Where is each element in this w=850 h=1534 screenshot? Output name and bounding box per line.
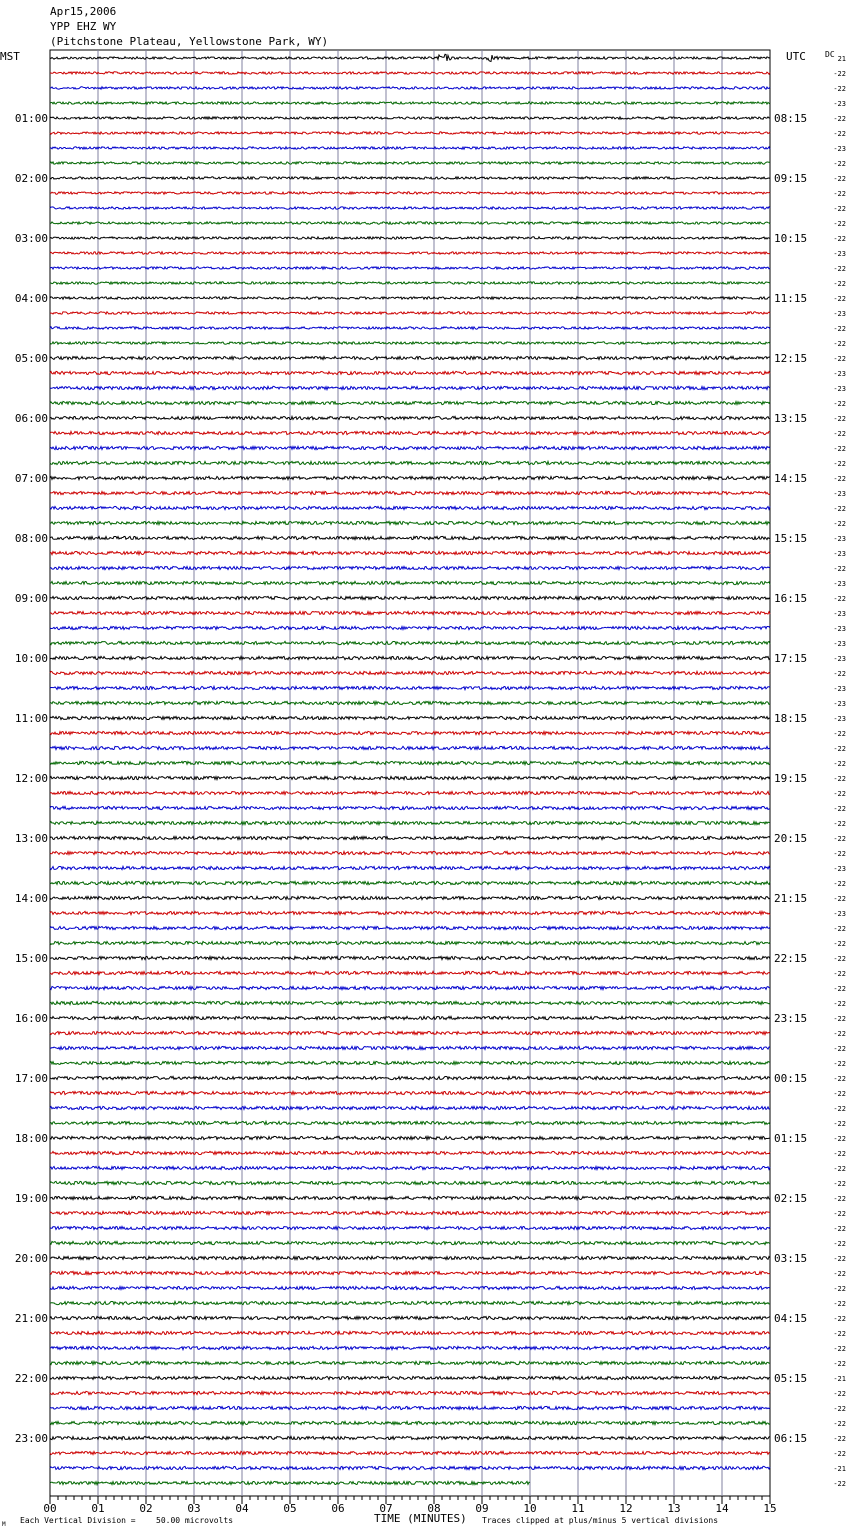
mst-hour-label: 07:00 xyxy=(14,472,48,485)
trace-line xyxy=(50,102,770,104)
dc-offset-label: -22 xyxy=(833,1450,846,1458)
dc-offset-label: -22 xyxy=(833,835,846,843)
trace-line xyxy=(50,1181,770,1184)
trace-line xyxy=(50,656,770,659)
mst-hour-label: 15:00 xyxy=(14,952,48,965)
trace-line xyxy=(50,536,770,539)
dc-offset-label: -22 xyxy=(833,805,846,813)
mst-hour-label: 16:00 xyxy=(14,1012,48,1025)
trace-line xyxy=(50,806,770,809)
utc-hour-label: 17:15 xyxy=(774,652,808,665)
tiny-mark: M xyxy=(2,1521,6,1528)
utc-hour-label: 21:15 xyxy=(774,892,808,905)
mst-hour-label: 01:00 xyxy=(14,112,48,125)
dc-offset-label: -22 xyxy=(833,1480,846,1488)
dc-offset-label: -22 xyxy=(833,985,846,993)
trace-line xyxy=(50,611,770,614)
trace-line xyxy=(50,1106,770,1109)
x-tick-label: 00 xyxy=(43,1502,57,1515)
dc-offset-label: -22 xyxy=(833,445,846,453)
trace-line xyxy=(50,476,770,479)
plot-frame xyxy=(50,50,770,1496)
trace-line xyxy=(50,971,770,974)
trace-line xyxy=(50,312,770,314)
trace-line xyxy=(50,851,770,854)
dc-offset-label: -22 xyxy=(833,1240,846,1248)
trace-line xyxy=(50,701,770,704)
trace-line xyxy=(50,941,770,944)
trace-line xyxy=(50,986,770,989)
dc-offset-label: -22 xyxy=(833,925,846,933)
trace-line xyxy=(50,521,770,524)
trace-line xyxy=(50,401,770,404)
trace-line xyxy=(50,686,770,689)
trace-line xyxy=(50,207,770,209)
mst-label: MST xyxy=(0,50,20,63)
trace-line xyxy=(50,327,770,329)
dc-offset-label: -22 xyxy=(833,670,846,678)
dc-offset-label: -22 xyxy=(833,565,846,573)
trace-line xyxy=(50,1061,770,1064)
trace-line xyxy=(50,1391,770,1394)
trace-line xyxy=(50,1316,770,1319)
utc-hour-label: 19:15 xyxy=(774,772,808,785)
dc-offset-label: -22 xyxy=(833,820,846,828)
x-tick-label: 15 xyxy=(763,1502,777,1515)
x-tick-label: 08 xyxy=(427,1502,441,1515)
dc-offset-label: -22 xyxy=(833,1270,846,1278)
dc-offset-label: -21 xyxy=(833,1375,846,1383)
trace-line xyxy=(50,1091,770,1094)
dc-offset-label: -22 xyxy=(833,1255,846,1263)
dc-offset-label: -23 xyxy=(833,865,846,873)
trace-line xyxy=(50,1421,770,1424)
mst-hour-label: 02:00 xyxy=(14,172,48,185)
dc-offset-label: -22 xyxy=(833,730,846,738)
trace-line xyxy=(50,911,770,914)
dc-offset-label: -23 xyxy=(833,610,846,618)
trace-line xyxy=(50,1451,770,1454)
trace-line xyxy=(50,416,770,419)
dc-offset-label: -21 xyxy=(833,1465,846,1473)
trace-line xyxy=(50,1271,770,1274)
mst-hour-label: 23:00 xyxy=(14,1432,48,1445)
trace-line xyxy=(50,72,770,74)
dc-offset-label: -22 xyxy=(833,1135,846,1143)
dc-label: DC xyxy=(825,50,835,59)
mst-hour-label: 12:00 xyxy=(14,772,48,785)
mst-hour-label: 06:00 xyxy=(14,412,48,425)
dc-offset-label: -22 xyxy=(833,430,846,438)
dc-offset-label: -22 xyxy=(833,85,846,93)
dc-offset-label: -22 xyxy=(833,460,846,468)
x-tick-label: 14 xyxy=(715,1502,729,1515)
dc-offset-label: -22 xyxy=(833,850,846,858)
utc-hour-label: 15:15 xyxy=(774,532,808,545)
trace-line xyxy=(50,491,770,494)
dc-offset-label: -22 xyxy=(833,190,846,198)
utc-hour-label: 08:15 xyxy=(774,112,808,125)
x-axis-title: TIME (MINUTES) xyxy=(374,1512,467,1525)
trace-line xyxy=(50,896,770,899)
utc-hour-label: 04:15 xyxy=(774,1312,808,1325)
trace-line xyxy=(50,731,770,734)
dc-offset-label: -23 xyxy=(833,250,846,258)
trace-line xyxy=(50,446,770,449)
trace-line xyxy=(50,237,770,239)
dc-offset-label: -22 xyxy=(833,1435,846,1443)
trace-line xyxy=(50,282,770,284)
trace-line xyxy=(50,297,770,299)
x-tick-label: 01 xyxy=(91,1502,105,1515)
utc-hour-label: 22:15 xyxy=(774,952,808,965)
dc-offset-label: -23 xyxy=(833,385,846,393)
x-tick-label: 12 xyxy=(619,1502,633,1515)
trace-line xyxy=(50,1211,770,1214)
dc-offset-label: -22 xyxy=(833,475,846,483)
trace-line xyxy=(50,461,770,464)
dc-offset-label: -22 xyxy=(833,295,846,303)
dc-offset-label: -22 xyxy=(833,1150,846,1158)
trace-line xyxy=(50,821,770,824)
dc-offset-label: -22 xyxy=(833,1330,846,1338)
dc-offset-label: -22 xyxy=(833,1345,846,1353)
dc-offset-label: -23 xyxy=(833,145,846,153)
mst-hour-label: 04:00 xyxy=(14,292,48,305)
x-tick-label: 07 xyxy=(379,1502,393,1515)
station-code: YPP EHZ WY xyxy=(50,20,117,33)
dc-offset-label: 21 xyxy=(837,55,846,63)
dc-offset-label: -22 xyxy=(833,1360,846,1368)
x-tick-label: 10 xyxy=(523,1502,537,1515)
mst-hour-label: 22:00 xyxy=(14,1372,48,1385)
utc-hour-label: 18:15 xyxy=(774,712,808,725)
mst-hour-label: 19:00 xyxy=(14,1192,48,1205)
trace-line xyxy=(50,1286,770,1289)
dc-offset-label: -23 xyxy=(833,490,846,498)
trace-line xyxy=(50,761,770,764)
trace-line xyxy=(50,117,770,119)
utc-hour-label: 02:15 xyxy=(774,1192,808,1205)
mst-hour-label: 11:00 xyxy=(14,712,48,725)
dc-offset-label: -22 xyxy=(833,1015,846,1023)
dc-offset-label: -23 xyxy=(833,715,846,723)
utc-hour-label: 00:15 xyxy=(774,1072,808,1085)
dc-offset-label: -23 xyxy=(833,550,846,558)
trace-line xyxy=(50,1196,770,1199)
trace-line xyxy=(50,1436,770,1439)
utc-hour-label: 12:15 xyxy=(774,352,808,365)
trace-line xyxy=(50,746,770,749)
dc-offset-label: -22 xyxy=(833,1315,846,1323)
trace-line xyxy=(50,956,770,959)
trace-line xyxy=(50,716,770,719)
trace-line xyxy=(50,1346,770,1349)
trace-line xyxy=(50,1466,770,1469)
x-tick-label: 06 xyxy=(331,1502,345,1515)
dc-offset-label: -22 xyxy=(833,520,846,528)
trace-line xyxy=(50,506,770,509)
dc-offset-label: -22 xyxy=(833,745,846,753)
dc-offset-label: -22 xyxy=(833,595,846,603)
grid-lines xyxy=(50,50,770,1496)
utc-hour-label: 14:15 xyxy=(774,472,808,485)
dc-offset-label: -22 xyxy=(833,115,846,123)
dc-offset-label: -22 xyxy=(833,1210,846,1218)
trace-line xyxy=(50,356,770,359)
trace-line xyxy=(50,551,770,554)
trace-line xyxy=(50,1301,770,1304)
dc-offset-label: -22 xyxy=(833,790,846,798)
mst-hour-label: 08:00 xyxy=(14,532,48,545)
trace-line xyxy=(50,222,770,224)
trace-line xyxy=(50,147,770,149)
dc-offset-label: -22 xyxy=(833,895,846,903)
scale-value: 50.00 microvolts xyxy=(156,1516,234,1525)
trace-line xyxy=(50,1076,770,1079)
dc-offset-label: -23 xyxy=(833,640,846,648)
x-tick-label: 04 xyxy=(235,1502,249,1515)
trace-line xyxy=(50,371,770,374)
dc-offset-label: -23 xyxy=(833,370,846,378)
dc-offset-label: -22 xyxy=(833,235,846,243)
dc-offset-label: -22 xyxy=(833,1105,846,1113)
mst-hour-label: 18:00 xyxy=(14,1132,48,1145)
dc-offset-label: -23 xyxy=(833,310,846,318)
trace-line xyxy=(50,596,770,599)
dc-offset-label: -23 xyxy=(833,685,846,693)
x-tick-label: 02 xyxy=(139,1502,153,1515)
utc-hour-label: 13:15 xyxy=(774,412,808,425)
dc-offset-label: -22 xyxy=(833,205,846,213)
dc-offset-label: -22 xyxy=(833,1180,846,1188)
dc-offset-label: -22 xyxy=(833,175,846,183)
station-location: (Pitchstone Plateau, Yellowstone Park, WY) xyxy=(50,35,329,48)
utc-hour-label: 16:15 xyxy=(774,592,808,605)
dc-offset-label: -23 xyxy=(833,100,846,108)
x-tick-label: 13 xyxy=(667,1502,681,1515)
trace-line xyxy=(50,267,770,269)
trace-line xyxy=(50,162,770,164)
trace-line xyxy=(50,431,770,434)
utc-hour-label: 05:15 xyxy=(774,1372,808,1385)
dc-offset-label: -22 xyxy=(833,1405,846,1413)
utc-hour-label: 23:15 xyxy=(774,1012,808,1025)
utc-hour-label: 01:15 xyxy=(774,1132,808,1145)
dc-offset-label: -22 xyxy=(833,1165,846,1173)
trace-line xyxy=(50,1016,770,1019)
trace-line xyxy=(50,1001,770,1004)
chart-date: Apr15,2006 xyxy=(50,5,117,18)
mst-hour-label: 17:00 xyxy=(14,1072,48,1085)
utc-hour-label: 06:15 xyxy=(774,1432,808,1445)
trace-line xyxy=(50,1121,770,1124)
trace-line xyxy=(50,1376,770,1379)
seismic-traces xyxy=(50,54,770,1484)
utc-hour-label: 03:15 xyxy=(774,1252,808,1265)
dc-offset-label: -22 xyxy=(833,940,846,948)
trace-line xyxy=(50,641,770,644)
dc-offset-label: -23 xyxy=(833,700,846,708)
trace-line xyxy=(50,1241,770,1244)
dc-offset-label: -23 xyxy=(833,535,846,543)
trace-line xyxy=(50,566,770,569)
utc-label: UTC xyxy=(786,50,806,63)
trace-line xyxy=(50,1256,770,1259)
dc-offset-label: -22 xyxy=(833,1285,846,1293)
trace-line xyxy=(50,626,770,629)
mst-hour-label: 13:00 xyxy=(14,832,48,845)
mst-hour-label: 03:00 xyxy=(14,232,48,245)
dc-offset-label: -22 xyxy=(833,970,846,978)
scale-prefix: Each Vertical Division = xyxy=(20,1516,136,1525)
utc-hour-label: 09:15 xyxy=(774,172,808,185)
trace-line xyxy=(50,342,770,344)
dc-offset-label: -23 xyxy=(833,910,846,918)
dc-offset-label: -23 xyxy=(833,655,846,663)
trace-line xyxy=(50,386,770,389)
dc-offset-label: -23 xyxy=(833,580,846,588)
trace-line xyxy=(50,192,770,194)
utc-hour-label: 11:15 xyxy=(774,292,808,305)
dc-offset-label: -22 xyxy=(833,355,846,363)
trace-line xyxy=(50,881,770,884)
trace-line xyxy=(50,791,770,794)
dc-offset-label: -22 xyxy=(833,1030,846,1038)
dc-offset-label: -22 xyxy=(833,955,846,963)
trace-line xyxy=(50,1166,770,1169)
dc-offset-label: -22 xyxy=(833,1000,846,1008)
dc-offset-label: -22 xyxy=(833,1300,846,1308)
dc-offset-label: -22 xyxy=(833,1225,846,1233)
dc-offset-label: -22 xyxy=(833,265,846,273)
trace-line xyxy=(50,866,770,869)
dc-offset-label: -22 xyxy=(833,880,846,888)
trace-line xyxy=(50,1031,770,1034)
mst-hour-label: 14:00 xyxy=(14,892,48,905)
mst-hour-label: 21:00 xyxy=(14,1312,48,1325)
trace-line xyxy=(50,1226,770,1229)
trace-line xyxy=(50,1136,770,1139)
dc-offset-label: -22 xyxy=(833,1075,846,1083)
dc-offset-label: -22 xyxy=(833,220,846,228)
dc-offset-label: -22 xyxy=(833,1195,846,1203)
dc-offset-label: -22 xyxy=(833,70,846,78)
dc-offset-label: -23 xyxy=(833,625,846,633)
trace-line xyxy=(50,54,770,61)
axis-labels xyxy=(15,55,846,1515)
mst-hour-label: 10:00 xyxy=(14,652,48,665)
trace-line xyxy=(50,581,770,584)
trace-line xyxy=(50,776,770,779)
trace-line xyxy=(50,836,770,839)
x-tick-label: 03 xyxy=(187,1502,201,1515)
trace-line xyxy=(50,87,770,89)
mst-hour-label: 20:00 xyxy=(14,1252,48,1265)
dc-offset-label: -22 xyxy=(833,1420,846,1428)
clip-note: Traces clipped at plus/minus 5 vertical divisions xyxy=(482,1516,719,1525)
x-tick-label: 09 xyxy=(475,1502,489,1515)
trace-line xyxy=(50,1046,770,1049)
dc-offset-label: -22 xyxy=(833,1390,846,1398)
trace-line xyxy=(50,132,770,134)
dc-offset-label: -22 xyxy=(833,1090,846,1098)
mst-hour-label: 09:00 xyxy=(14,592,48,605)
mst-hour-label: 05:00 xyxy=(14,352,48,365)
dc-offset-label: -22 xyxy=(833,1045,846,1053)
dc-offset-label: -22 xyxy=(833,1060,846,1068)
dc-offset-label: -22 xyxy=(833,340,846,348)
dc-offset-label: -22 xyxy=(833,775,846,783)
trace-line xyxy=(50,926,770,929)
dc-offset-label: -22 xyxy=(833,280,846,288)
trace-line xyxy=(50,1331,770,1334)
dc-offset-label: -22 xyxy=(833,400,846,408)
x-tick-label: 05 xyxy=(283,1502,297,1515)
dc-offset-label: -22 xyxy=(833,415,846,423)
utc-hour-label: 20:15 xyxy=(774,832,808,845)
trace-line xyxy=(50,252,770,254)
dc-offset-label: -22 xyxy=(833,130,846,138)
dc-offset-label: -22 xyxy=(833,505,846,513)
dc-offset-label: -22 xyxy=(833,760,846,768)
trace-line xyxy=(50,1406,770,1409)
trace-line xyxy=(50,177,770,179)
dc-offset-label: -22 xyxy=(833,325,846,333)
utc-hour-label: 10:15 xyxy=(774,232,808,245)
dc-offset-label: -22 xyxy=(833,160,846,168)
trace-line xyxy=(50,1361,770,1364)
dc-offset-label: -22 xyxy=(833,1120,846,1128)
x-tick-label: 11 xyxy=(571,1502,585,1515)
trace-line xyxy=(50,1151,770,1154)
trace-line xyxy=(50,671,770,674)
